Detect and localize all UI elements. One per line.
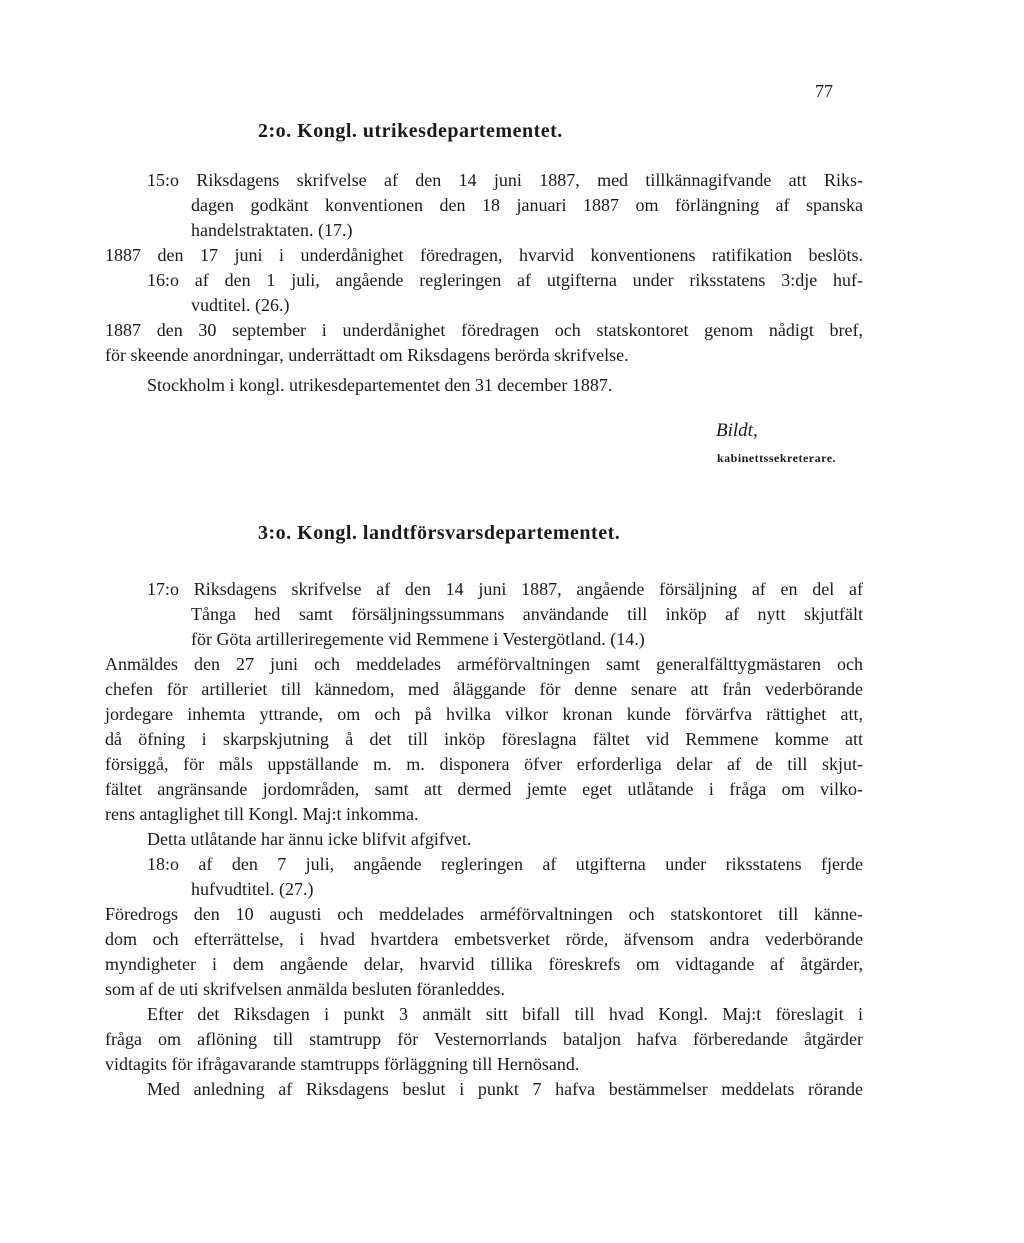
text-line: Tånga hed samt försäljningssummans användande till inköp af nytt skjutfält: [191, 604, 863, 624]
text-line: 1887 den 30 september i underdånighet föredragen och statskontoret genom nådigt bref,: [105, 320, 863, 340]
text-line: rens antaglighet till Kongl. Maj:t inkomma.: [105, 804, 419, 824]
text-line: 1887 den 17 juni i underdånighet föredragen, hvarvid konventionens ratifikation beslöts.: [105, 245, 863, 265]
text-line: Föredrogs den 10 augusti och meddelades arméförvaltningen och statskontoret till känne-: [105, 904, 863, 924]
page-number: 77: [815, 81, 833, 101]
text-line: Med anledning af Riksdagens beslut i punkt 7 hafva bestämmelser meddelats rörande: [147, 1079, 863, 1099]
text-line: myndigheter i dem angående delar, hvarvid tillika föreskrefs om vidtagande af åtgärder,: [105, 954, 863, 974]
text-line: vidtagits för ifrågavarande stamtrupps förläggning till Hernösand.: [105, 1054, 580, 1074]
signature-role: kabinettssekreterare.: [717, 451, 837, 465]
text-line: som af de uti skrifvelsen anmälda besluten föranleddes.: [105, 979, 505, 999]
text-line: handelstraktaten. (17.): [191, 220, 353, 240]
section-heading-landtforsvar: 3:o. Kongl. landtförsvarsdepartementet.: [258, 522, 621, 544]
text-line: då öfning i skarpskjutning å det till inköp föreslagna fältet vid Remmene komme att: [105, 729, 863, 749]
text-line: Efter det Riksdagen i punkt 3 anmält sitt bifall till hvad Kongl. Maj:t föreslagit i: [147, 1004, 863, 1024]
signature: Bildt,: [716, 420, 758, 441]
text-line: 18:o af den 7 juli, angående regleringen af utgifterna under riksstatens fjerde: [147, 854, 863, 874]
text-line: 17:o Riksdagens skrifvelse af den 14 juni 1887, angående försäljning af en del af: [147, 579, 863, 599]
text-line: Stockholm i kongl. utrikesdepartementet den 31 december 1887.: [147, 375, 613, 395]
text-line: vudtitel. (26.): [191, 295, 290, 315]
text-line: 16:o af den 1 juli, angående regleringen af utgifterna under riksstatens 3:dje huf-: [147, 270, 863, 290]
text-line: dagen godkänt konventionen den 18 januari 1887 om förlängning af spanska: [191, 195, 863, 215]
text-line: försiggå, för måls uppställande m. m. disponera öfver erforderliga delar af de till skjut-: [105, 754, 863, 774]
text-line: jordegare inhemta yttrande, om och på hvilka vilkor kronan kunde förvärfva rättighet att,: [105, 704, 863, 724]
section-heading-utrikes: 2:o. Kongl. utrikesdepartementet.: [258, 120, 563, 142]
text-line: chefen för artilleriet till kännedom, med åläggande för denne senare att från vederbörande: [105, 679, 863, 699]
text-line: fråga om aflöning till stamtrupp för Vesternorrlands bataljon hafva förberedande åtgärder: [105, 1029, 863, 1049]
text-line: för skeende anordningar, underrättadt om Riksdagens berörda skrifvelse.: [105, 345, 629, 365]
text-line: fältet angränsande jordområden, samt att dermed jemte eget utlåtande i fråga om vilko-: [105, 779, 863, 799]
text-line: 15:o Riksdagens skrifvelse af den 14 juni 1887, med tillkännagifvande att Riks-: [147, 170, 863, 190]
text-line: Anmäldes den 27 juni och meddelades arméförvaltningen samt generalfälttygmästaren och: [105, 654, 863, 674]
text-line: hufvudtitel. (27.): [191, 879, 314, 899]
text-line: Detta utlåtande har ännu icke blifvit afgifvet.: [147, 829, 472, 849]
text-line: för Göta artilleriregemente vid Remmene i Vestergötland. (14.): [191, 629, 645, 649]
text-line: dom och efterrättelse, i hvad hvartdera embetsverket rörde, äfvensom andra vederbörande: [105, 929, 863, 949]
